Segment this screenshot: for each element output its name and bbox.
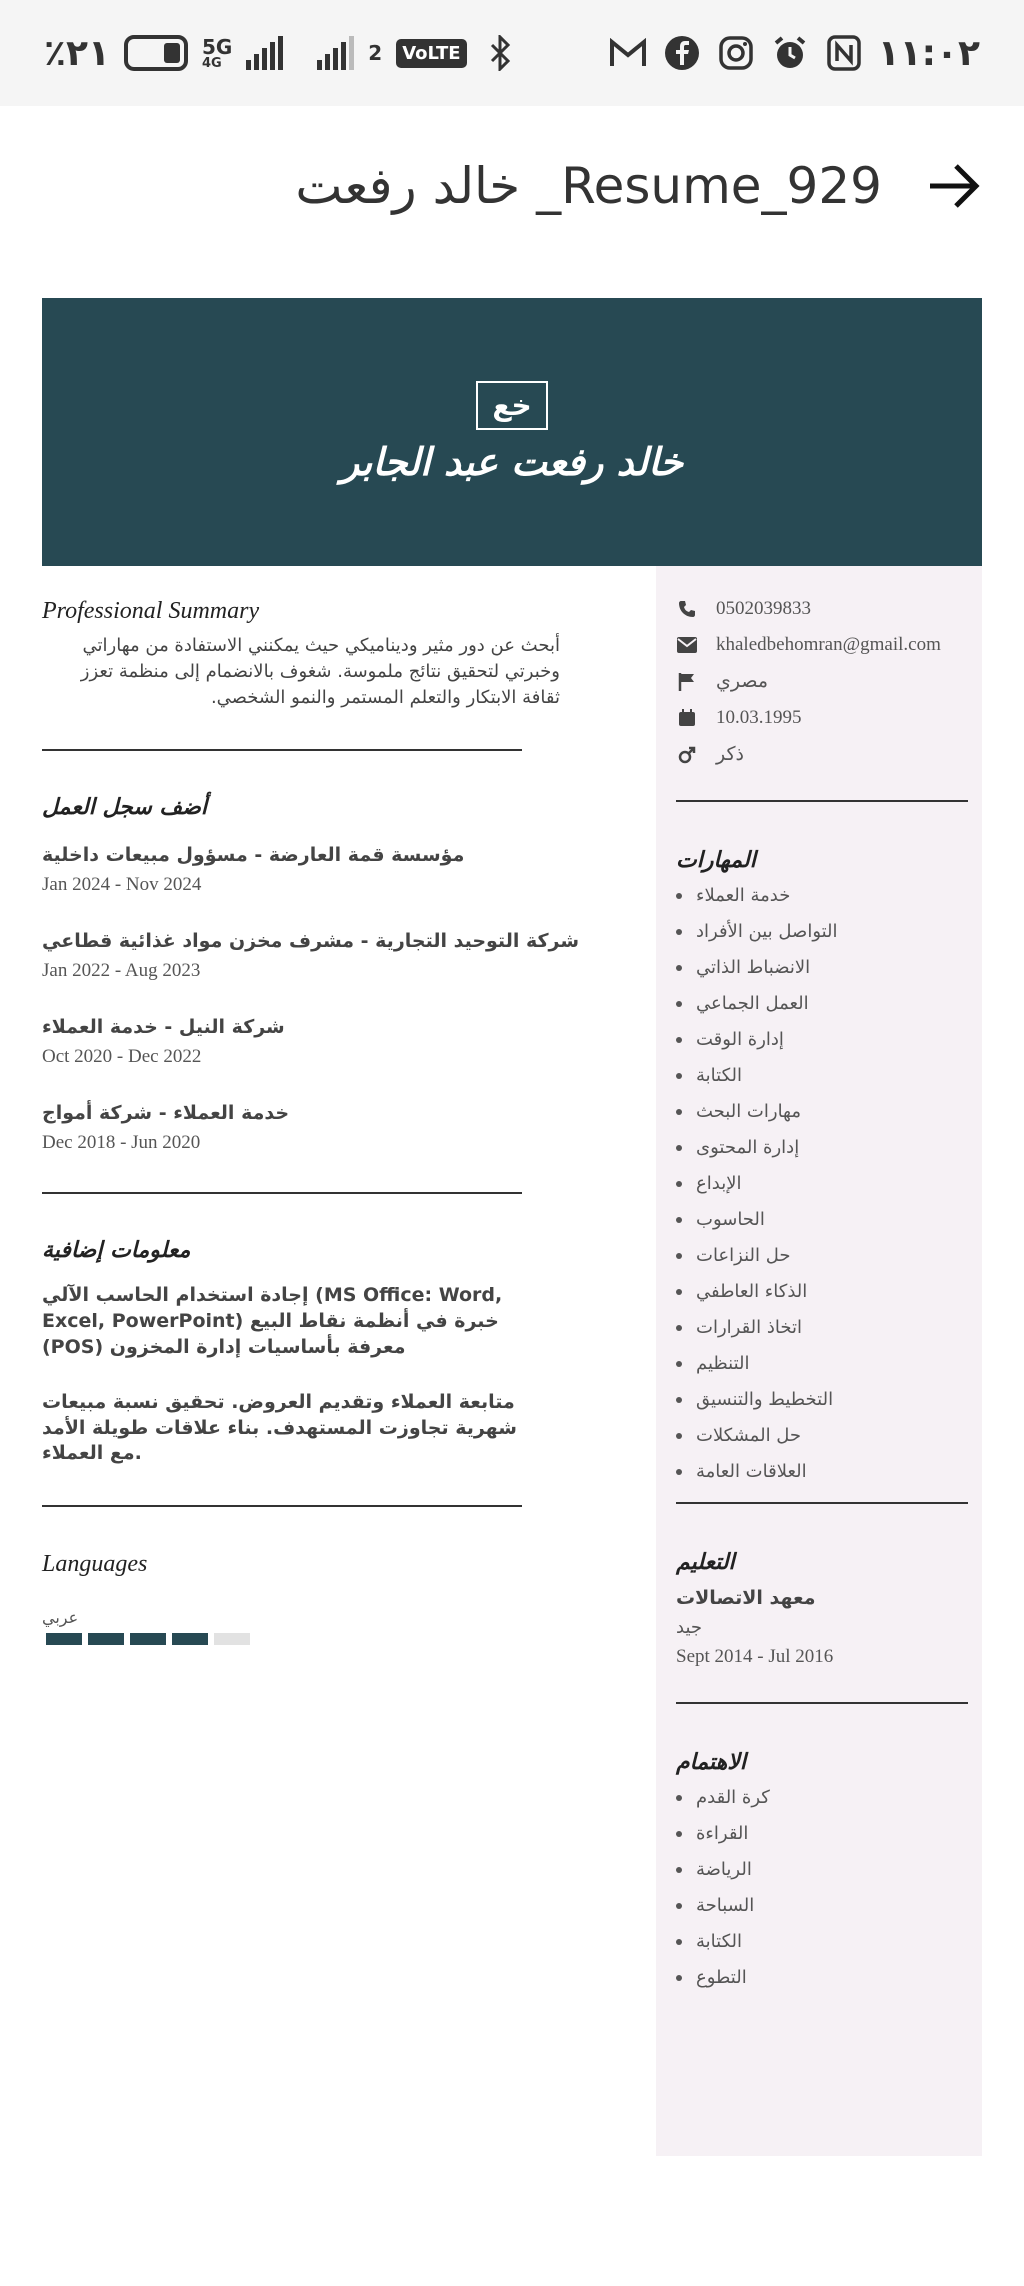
list-item [676, 885, 962, 906]
skills-list [676, 885, 962, 1482]
bullet-icon [676, 1253, 682, 1259]
contact-email [676, 634, 962, 656]
birthdate: 10.03.1995 [716, 707, 802, 728]
list-item-text: التنظيم [696, 1353, 750, 1374]
list-item-text: كرة القدم [696, 1787, 770, 1808]
male-icon [676, 744, 698, 766]
bullet-icon [676, 893, 682, 899]
resume-body [42, 566, 982, 2156]
language-level-segment [88, 1633, 124, 1645]
list-item [676, 1101, 962, 1122]
gender: ذكر [716, 744, 744, 765]
calendar-icon [676, 707, 698, 729]
divider [42, 749, 522, 751]
status-right [608, 33, 980, 74]
list-item [676, 1823, 962, 1844]
bullet-icon [676, 1109, 682, 1115]
bullet-icon [676, 1325, 682, 1331]
back-arrow-icon[interactable] [924, 156, 984, 216]
bullet-icon [676, 1145, 682, 1151]
signal-icon-2 [317, 36, 354, 70]
facebook-icon [662, 33, 702, 73]
contact-phone [676, 598, 962, 620]
nationality: مصري [716, 671, 769, 692]
bullet-icon [676, 1903, 682, 1909]
alarm-icon [770, 33, 810, 73]
status-bar [0, 0, 1024, 106]
list-item-text: السباحة [696, 1895, 755, 1916]
job-dates: Jan 2024 - Nov 2024 [42, 874, 202, 896]
language-name: عربي [42, 1608, 79, 1628]
list-item-text: الانضباط الذاتي [696, 957, 811, 978]
flag-icon [676, 671, 698, 693]
list-item-text: الرياضة [696, 1859, 752, 1880]
instagram-icon [716, 33, 756, 73]
list-item-text: إدارة المحتوى [696, 1137, 800, 1158]
list-item [676, 957, 962, 978]
bullet-icon [676, 929, 682, 935]
contact-nationality [676, 670, 962, 693]
language-level-segment [46, 1633, 82, 1645]
bullet-icon [676, 1975, 682, 1981]
list-item-text: القراءة [696, 1823, 749, 1844]
education-school: معهد الاتصالات [676, 1587, 816, 1609]
network-5g [201, 34, 233, 71]
list-item-text: اتخاذ القرارات [696, 1317, 803, 1338]
list-item [676, 1353, 962, 1374]
bullet-icon [676, 1037, 682, 1043]
bullet-icon [676, 1939, 682, 1945]
education-grade: جيد [676, 1617, 703, 1638]
list-item-text: حل النزاعات [696, 1245, 791, 1266]
list-item-text: الكتابة [696, 1065, 743, 1086]
list-item-text: الحاسوب [696, 1209, 765, 1230]
bullet-icon [676, 1181, 682, 1187]
list-item [676, 1137, 962, 1158]
job-title: مؤسسة قمة العارضة - مسؤول مبيعات داخلية [42, 844, 465, 867]
list-item [676, 993, 962, 1014]
work-title: أضف سجل العمل [42, 795, 207, 821]
language-level-segment [214, 1633, 250, 1645]
additional-info-title: معلومات إضافية [42, 1238, 191, 1264]
list-item [676, 1895, 962, 1916]
volte-badge: VoLTE [396, 39, 466, 68]
bullet-icon [676, 1361, 682, 1367]
sidebar-column [656, 566, 982, 2156]
phone-number: 0502039833 [716, 598, 811, 619]
list-item [676, 1859, 962, 1880]
status-left [44, 33, 521, 74]
language-level-bar [46, 1633, 614, 1645]
list-item [676, 1425, 962, 1446]
list-item-text: خدمة العملاء [696, 885, 791, 906]
job-item [42, 1102, 614, 1154]
list-item [676, 1245, 962, 1266]
bullet-icon [676, 1073, 682, 1079]
list-item [676, 1967, 962, 1988]
envelope-icon [676, 634, 698, 656]
divider [676, 800, 968, 802]
job-item [42, 930, 614, 982]
education-dates: Sept 2014 - Jul 2016 [676, 1646, 834, 1667]
email-address: khaledbehomran@gmail.com [716, 634, 941, 655]
job-dates: Dec 2018 - Jun 2020 [42, 1132, 201, 1154]
divider [676, 1502, 968, 1504]
contact-birthdate [676, 707, 962, 729]
list-item-text: التطوع [696, 1967, 747, 1988]
list-item-text: العلاقات العامة [696, 1461, 807, 1482]
clock: ١١:٠٢ [877, 32, 980, 74]
bullet-icon [676, 1001, 682, 1007]
list-item [676, 1787, 962, 1808]
bullet-icon [676, 1831, 682, 1837]
main-column [42, 566, 614, 2156]
list-item-text: إدارة الوقت [696, 1029, 784, 1050]
bullet-icon [676, 1289, 682, 1295]
education-title: التعليم [676, 1550, 735, 1575]
list-item-text: التواصل بين الأفراد [696, 921, 838, 942]
full-name: خالد رفعت عبد الجابر [340, 439, 684, 484]
bullet-icon [676, 1867, 682, 1873]
bullet-icon [676, 1217, 682, 1223]
bullet-icon [676, 1795, 682, 1801]
list-item-text: العمل الجماعي [696, 993, 809, 1014]
list-item-text: الكتابة [696, 1931, 743, 1952]
divider [42, 1505, 522, 1507]
signal-icon [246, 36, 283, 70]
job-item [42, 1016, 614, 1068]
list-item [676, 1065, 962, 1086]
summary-text: أبحث عن دور مثير وديناميكي حيث يمكنني الاستفادة من مهاراتي وخبرتي لتحقيق نتائج ملموسة. شغوف بالانضمام إلى منظمة تعزز ثقافة الابتكار والتعلم المستمر والنمو الشخصي. [80, 635, 560, 709]
language-level-segment [172, 1633, 208, 1645]
network-4g-label: 4G [201, 55, 222, 71]
list-item [676, 1931, 962, 1952]
language-level-segment [130, 1633, 166, 1645]
summary-title: Professional Summary [42, 598, 260, 624]
list-item-text: حل المشكلات [696, 1425, 802, 1446]
job-item [42, 844, 614, 896]
job-dates: Oct 2020 - Dec 2022 [42, 1046, 202, 1068]
interests-list [676, 1787, 962, 1988]
job-title: خدمة العملاء - شركة أمواج [42, 1102, 290, 1125]
resume-banner [42, 298, 982, 566]
resume-document [42, 298, 982, 2156]
network-5g-label: 5G [201, 34, 233, 59]
contact-gender [676, 743, 962, 766]
list-item [676, 1173, 962, 1194]
list-item-text: التخطيط والتنسيق [696, 1389, 834, 1410]
bullet-icon [676, 1397, 682, 1403]
battery-icon [124, 35, 188, 71]
list-item [676, 1209, 962, 1230]
bullet-icon [676, 1433, 682, 1439]
list-item [676, 1281, 962, 1302]
languages-title: Languages [42, 1551, 148, 1578]
skills-title: المهارات [676, 848, 756, 873]
bluetooth-icon [481, 33, 521, 73]
divider [676, 1702, 968, 1704]
sim2-label: 2 [368, 41, 383, 65]
list-item [676, 1461, 962, 1482]
initials-badge: خع [476, 381, 547, 430]
list-item [676, 921, 962, 942]
gmail-icon [608, 33, 648, 73]
app-header [0, 106, 1024, 266]
document-title: خالد رفعت _Resume_929 [295, 157, 882, 215]
additional-info-paragraph: متابعة العملاء وتقديم العروض. تحقيق نسبة مبيعات شهرية تجاوزت المستهدف. بناء علاقات طويلة الأمد مع العملاء. [42, 1391, 517, 1465]
nfc-icon [824, 33, 864, 73]
list-item-text: الإبداع [696, 1173, 742, 1194]
list-item [676, 1029, 962, 1050]
job-title: شركة النيل - خدمة العملاء [42, 1016, 285, 1039]
bullet-icon [676, 965, 682, 971]
additional-info-paragraph: إجادة استخدام الحاسب الآلي (MS Office: Word, Excel, PowerPoint) خبرة في أنظمة نقاط البيع (POS) معرفة بأساسيات إدارة المخزون [42, 1284, 503, 1358]
job-title: شركة التوحيد التجارية - مشرف مخزن مواد غذائية قطاعي [42, 930, 580, 953]
job-dates: Jan 2022 - Aug 2023 [42, 960, 201, 982]
divider [42, 1192, 522, 1194]
list-item-text: الذكاء العاطفي [696, 1281, 808, 1302]
interests-title: الاهتمام [676, 1750, 746, 1775]
list-item-text: مهارات البحث [696, 1101, 801, 1122]
phone-icon [676, 598, 698, 620]
list-item [676, 1317, 962, 1338]
battery-percent: ٪٢١ [44, 32, 110, 74]
list-item [676, 1389, 962, 1410]
bullet-icon [676, 1469, 682, 1475]
